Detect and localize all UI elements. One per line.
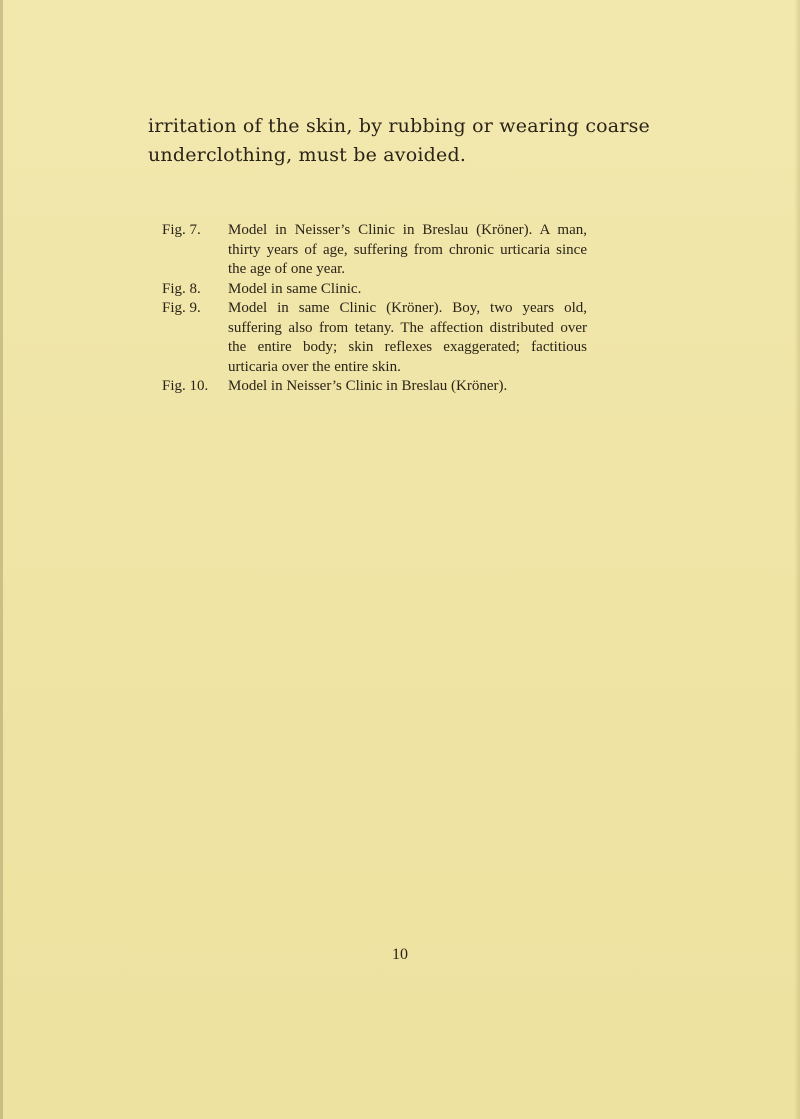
figure-label: Fig. 8. (162, 280, 201, 297)
figure-caption: Model in Neisser’s Clinic in Breslau (Kröner). A man, thirty years of age, suffering from chronic urticaria since the age of one year. (228, 222, 587, 277)
figure-label: Fig. 9. (162, 300, 201, 316)
body-paragraph: irritation of the skin, by rubbing or wearing coarse underclothing, must be avoided. (148, 115, 651, 166)
page-number: 10 (392, 946, 408, 963)
figure-legend-item (162, 299, 587, 377)
figure-legend-item (162, 377, 587, 397)
figure-legend-item (162, 280, 587, 300)
figure-label: Fig. 7. (162, 222, 201, 238)
figure-caption: Model in Neisser’s Clinic in Breslau (Kröner). (228, 378, 508, 394)
figure-caption: Model in same Clinic. (228, 280, 362, 297)
figure-label: Fig. 10. (162, 378, 209, 394)
figure-caption: Model in same Clinic (Kröner). Boy, two years old, suffering also from tetany. The affection distributed over the entire body; skin reflexes exaggerated; factitious urticaria over the entire skin. (228, 300, 587, 375)
figure-legend-list (162, 221, 587, 397)
figure-legend-item (162, 221, 587, 280)
